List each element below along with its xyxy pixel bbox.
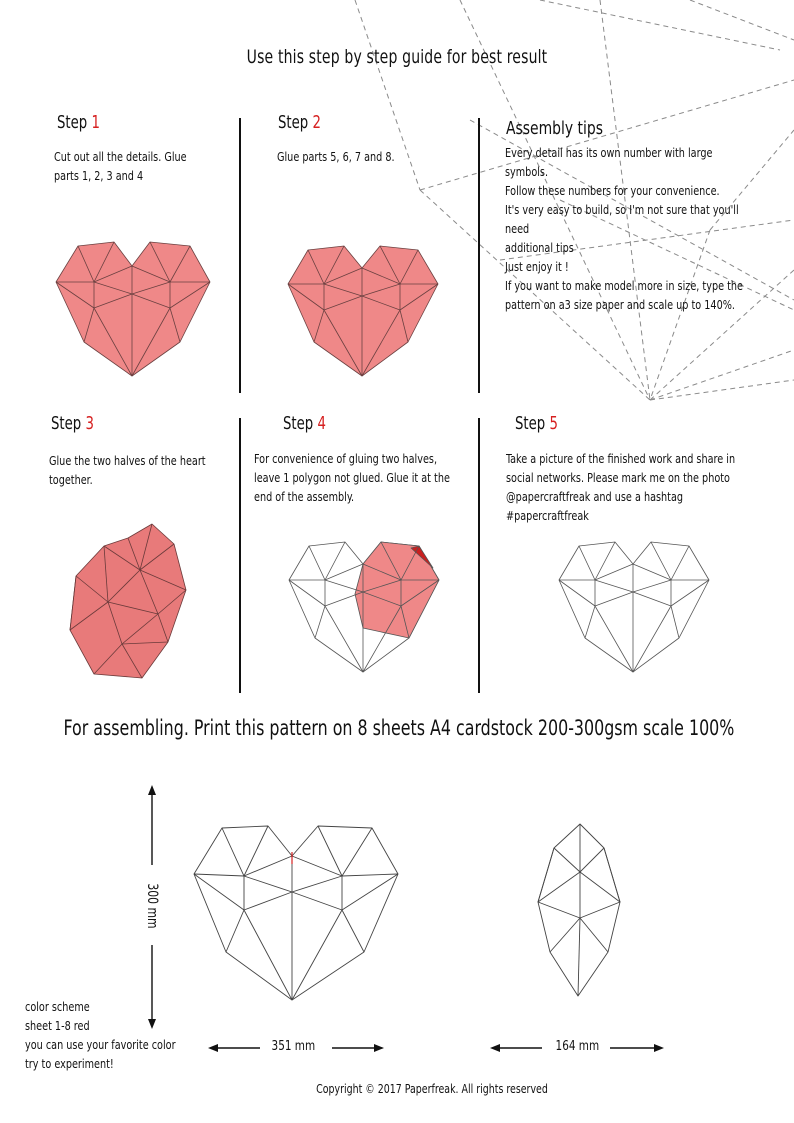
step-1-heading: Step 1 — [57, 112, 100, 133]
depth-label: 164 mm — [555, 1038, 600, 1054]
step-2-text: Glue parts 5, 6, 7 and 8. — [277, 149, 395, 164]
divider-4 — [478, 418, 480, 693]
width-label: 351 mm — [271, 1038, 316, 1054]
print-instruction: For assembling. Print this pattern on 8 sheets A4 cardstock 200-300gsm scale 100% — [63, 716, 735, 740]
divider-1 — [239, 118, 241, 393]
page-title: Use this step by step guide for best result — [246, 46, 548, 68]
step-5-text: Take a picture of the finished work and share in social networks. Please mark me on the photo @papercraftfreak and use a hashtag #papercraftfreak — [506, 451, 736, 523]
height-label: 300 mm — [144, 883, 160, 929]
step-3-heart-halves — [68, 518, 218, 688]
copyright: Copyright © 2017 Paperfreak. All rights reserved — [316, 1081, 548, 1096]
step-2-heart — [286, 242, 446, 382]
step-4-heart — [287, 538, 447, 678]
divider-2 — [478, 118, 480, 393]
step-5-heart — [557, 538, 717, 678]
pattern-heart-side — [534, 822, 634, 1002]
step-4-heading: Step 4 — [283, 413, 326, 434]
step-1-text: Cut out all the details. Glue parts 1, 2, 3 and 4 — [54, 149, 187, 183]
step-3-text: Glue the two halves of the heart together. — [49, 453, 206, 487]
color-scheme-note: color scheme sheet 1-8 red you can use your favorite color try to experiment! — [25, 999, 176, 1071]
tips-heading: Assembly tips — [506, 118, 603, 139]
tips-text: Every detail has its own number with large symbols. Follow these numbers for your convenience. It's very easy to build, so I'm not sure that you'll need additional tips Just enjoy it ! If you want to make model more in size, type the pattern on a3 size paper and scale up to 140%. — [505, 145, 743, 312]
step-2-heading: Step 2 — [278, 112, 321, 133]
step-3-heading: Step 3 — [51, 413, 94, 434]
step-4-text: For convenience of gluing two halves, leave 1 polygon not glued. Glue it at the end of the assembly. — [254, 451, 450, 504]
pattern-heart-front — [192, 824, 402, 1004]
step-5-heading: Step 5 — [515, 413, 558, 434]
step-1-heart — [54, 238, 214, 378]
divider-3 — [239, 418, 241, 693]
